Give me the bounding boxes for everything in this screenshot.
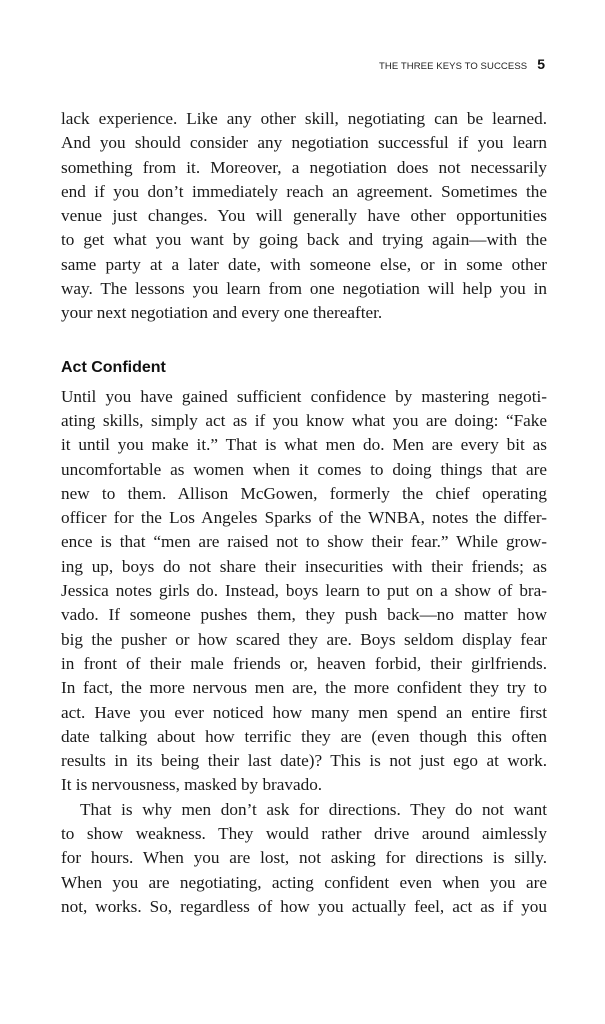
- text-line: ating skills, simply act as if you know what you are doing: “Fake: [61, 410, 547, 430]
- text-line: something from it. Moreover, a negotiation does not necessarily: [61, 157, 547, 177]
- text-line: not, works. So, regardless of how you actually feel, act as if you: [61, 896, 547, 916]
- text-line: That is why men don’t ask for directions. They do not want: [80, 799, 547, 819]
- text-line: It is nervousness, masked by bravado.: [61, 775, 323, 795]
- text-line: way. The lessons you learn from one negotiation will help you in: [61, 279, 547, 299]
- text-line: Until you have gained sufficient confidence by mastering negoti-: [61, 386, 547, 406]
- running-title: THE THREE KEYS TO SUCCESS: [378, 61, 528, 72]
- text-line: ing up, boys do not share their insecurities with their friends; as: [61, 556, 547, 576]
- text-line: officer for the Los Angeles Sparks of the WNBA, notes the differ-: [61, 508, 547, 528]
- page-body: [61, 107, 547, 919]
- text-line: for hours. When you are lost, not asking for directions is silly.: [61, 848, 547, 868]
- text-line: lack experience. Like any other skill, negotiating can be learned.: [61, 109, 547, 128]
- body-paragraph: [61, 798, 547, 919]
- text-line: date talking about how terrific they are (even though this often: [61, 726, 547, 746]
- text-line: to show weakness. They would rather drive around aimlessly: [61, 824, 547, 844]
- text-line: your next negotiation and every one thereafter.: [61, 303, 383, 323]
- text-line: act. Have you ever noticed how many men spend an entire first: [61, 702, 547, 722]
- running-head: [379, 56, 545, 72]
- text-line: ence is that “men are raised not to show their fear.” While grow-: [61, 532, 547, 552]
- text-line: uncomfortable as women when it comes to doing things that are: [61, 459, 547, 479]
- text-line: vado. If someone pushes them, they push back—no matter how: [61, 605, 547, 625]
- text-line: same party at a later date, with someone else, or in some other: [61, 254, 547, 274]
- text-line: in front of their male friends or, heaven forbid, their girlfriends.: [61, 653, 547, 673]
- text-line: When you are negotiating, acting confident even when you are: [61, 872, 547, 892]
- text-line: And you should consider any negotiation successful if you learn: [61, 133, 547, 153]
- text-line: big the pusher or how scared they are. Boys seldom display fear: [61, 629, 547, 649]
- page-number: 5: [537, 56, 545, 72]
- text-line: it until you make it.” That is what men do. Men are every bit as: [61, 435, 547, 455]
- text-line: end if you don’t immediately reach an agreement. Sometimes the: [61, 181, 547, 201]
- body-paragraph: [61, 385, 547, 798]
- text-line: Jessica notes girls do. Instead, boys learn to put on a show of bra-: [61, 581, 547, 601]
- text-line: to get what you want by going back and trying again—with the: [61, 230, 547, 250]
- text-line: In fact, the more nervous men are, the more confident they try to: [61, 678, 547, 698]
- text-line: venue just changes. You will generally have other opportunities: [61, 206, 547, 226]
- text-line: new to them. Allison McGowen, formerly the chief operating: [61, 483, 547, 503]
- section-heading: Act Confident: [61, 358, 166, 376]
- text-line: results in its being their last date)? This is not just ego at work.: [61, 751, 547, 771]
- body-paragraph: [61, 107, 547, 326]
